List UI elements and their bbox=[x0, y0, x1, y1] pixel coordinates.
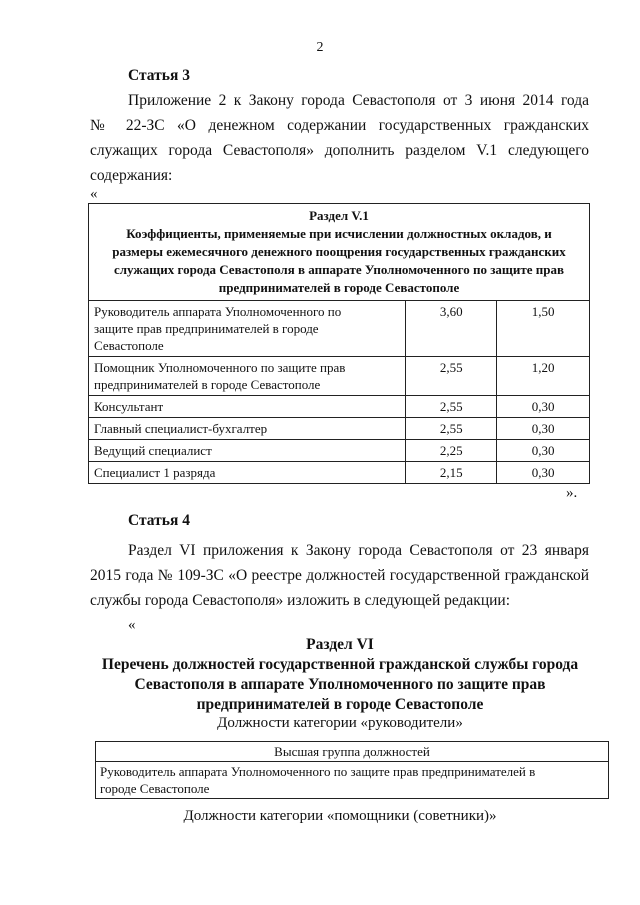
position-group-cell: Высшая группа должностей bbox=[96, 742, 609, 762]
article-4-line-1: Раздел VI приложения к Закону города Севастополя от 23 января bbox=[128, 542, 589, 559]
table-subtitle-line: служащих города Севастополя в аппарате Уполномоченного по защите прав bbox=[113, 262, 565, 277]
position-cell: Главный специалист-бухгалтер bbox=[89, 418, 406, 440]
article-3-line-2: № 22-ЗС «О денежном содержании государственных гражданских bbox=[90, 117, 589, 134]
table-row bbox=[89, 418, 590, 440]
close-quote-1: ». bbox=[566, 485, 578, 501]
bonus-cell: 0,30 bbox=[497, 418, 590, 440]
table-title: Раздел V.1 bbox=[309, 208, 369, 223]
bonus-cell: 0,30 bbox=[497, 440, 590, 462]
section-vi-title: Раздел VI bbox=[306, 636, 374, 653]
table-header-row bbox=[89, 204, 590, 301]
position-line: предпринимателей в городе Севастополе bbox=[94, 377, 321, 392]
position-line: Руководитель аппарата Уполномоченного по защите прав предпринимателей в bbox=[100, 764, 536, 779]
article-3-line-4: содержания: bbox=[90, 167, 173, 184]
coefficient-cell: 2,55 bbox=[406, 396, 497, 418]
article-3-line-1: Приложение 2 к Закону города Севастополя от 3 июня 2014 года bbox=[128, 92, 589, 109]
article-4-line-3: службы города Севастополя» изложить в следующей редакции: bbox=[90, 592, 511, 609]
bonus-cell: 0,30 bbox=[497, 396, 590, 418]
table-row bbox=[96, 762, 609, 799]
table-row bbox=[96, 742, 609, 762]
table-row bbox=[89, 357, 590, 396]
position-cell: Консультант bbox=[89, 396, 406, 418]
position-line: Севастополе bbox=[94, 338, 164, 353]
section-vi-subtitle-line: Перечень должностей государственной гражданской службы города bbox=[101, 656, 579, 673]
bonus-cell: 1,50 bbox=[497, 301, 590, 357]
table-row bbox=[89, 301, 590, 357]
article-4-line-2: 2015 года № 109-ЗС «О реестре должностей государственной гражданской bbox=[90, 567, 589, 584]
coefficients-table bbox=[88, 203, 590, 484]
open-quote-1: « bbox=[90, 186, 98, 202]
leaders-table bbox=[95, 741, 609, 799]
bonus-cell: 0,30 bbox=[497, 462, 590, 484]
position-cell: Ведущий специалист bbox=[89, 440, 406, 462]
position-cell bbox=[89, 357, 406, 396]
coefficient-cell: 2,55 bbox=[406, 418, 497, 440]
bonus-cell: 1,20 bbox=[497, 357, 590, 396]
position-line: городе Севастополе bbox=[100, 781, 210, 796]
open-quote-2: « bbox=[128, 617, 136, 633]
section-vi-subtitle-line: Севастополя в аппарате Уполномоченного по защите прав bbox=[134, 676, 546, 693]
article-4-heading: Статья 4 bbox=[128, 512, 190, 529]
coefficient-cell: 2,25 bbox=[406, 440, 497, 462]
coefficient-cell: 2,15 bbox=[406, 462, 497, 484]
position-cell bbox=[96, 762, 609, 799]
table-row bbox=[89, 462, 590, 484]
coefficient-cell: 3,60 bbox=[406, 301, 497, 357]
position-line: Помощник Уполномоченного по защите прав bbox=[94, 360, 346, 375]
category-leaders-heading: Должности категории «руководители» bbox=[217, 715, 463, 731]
table-row bbox=[89, 396, 590, 418]
position-cell bbox=[89, 301, 406, 357]
position-cell: Специалист 1 разряда bbox=[89, 462, 406, 484]
position-line: Руководитель аппарата Уполномоченного по bbox=[94, 304, 342, 319]
table-subtitle-line: Коэффициенты, применяемые при исчислении должностных окладов, и bbox=[126, 226, 552, 241]
article-3-line-3: служащих города Севастополя» дополнить разделом V.1 следующего bbox=[90, 142, 589, 159]
article-3-heading: Статья 3 bbox=[128, 67, 190, 84]
table-header bbox=[89, 204, 590, 301]
coefficient-cell: 2,55 bbox=[406, 357, 497, 396]
category-assistants-heading: Должности категории «помощники (советники)» bbox=[183, 808, 497, 824]
section-vi-subtitle-line: предпринимателей в городе Севастополе bbox=[196, 696, 484, 713]
table-row bbox=[89, 440, 590, 462]
position-line: защите прав предпринимателей в городе bbox=[94, 321, 319, 336]
table-subtitle-line: предпринимателей в городе Севастополе bbox=[218, 280, 460, 295]
page-number: 2 bbox=[316, 40, 324, 55]
table-subtitle-line: размеры ежемесячного денежного поощрения государственных гражданских bbox=[112, 244, 566, 259]
